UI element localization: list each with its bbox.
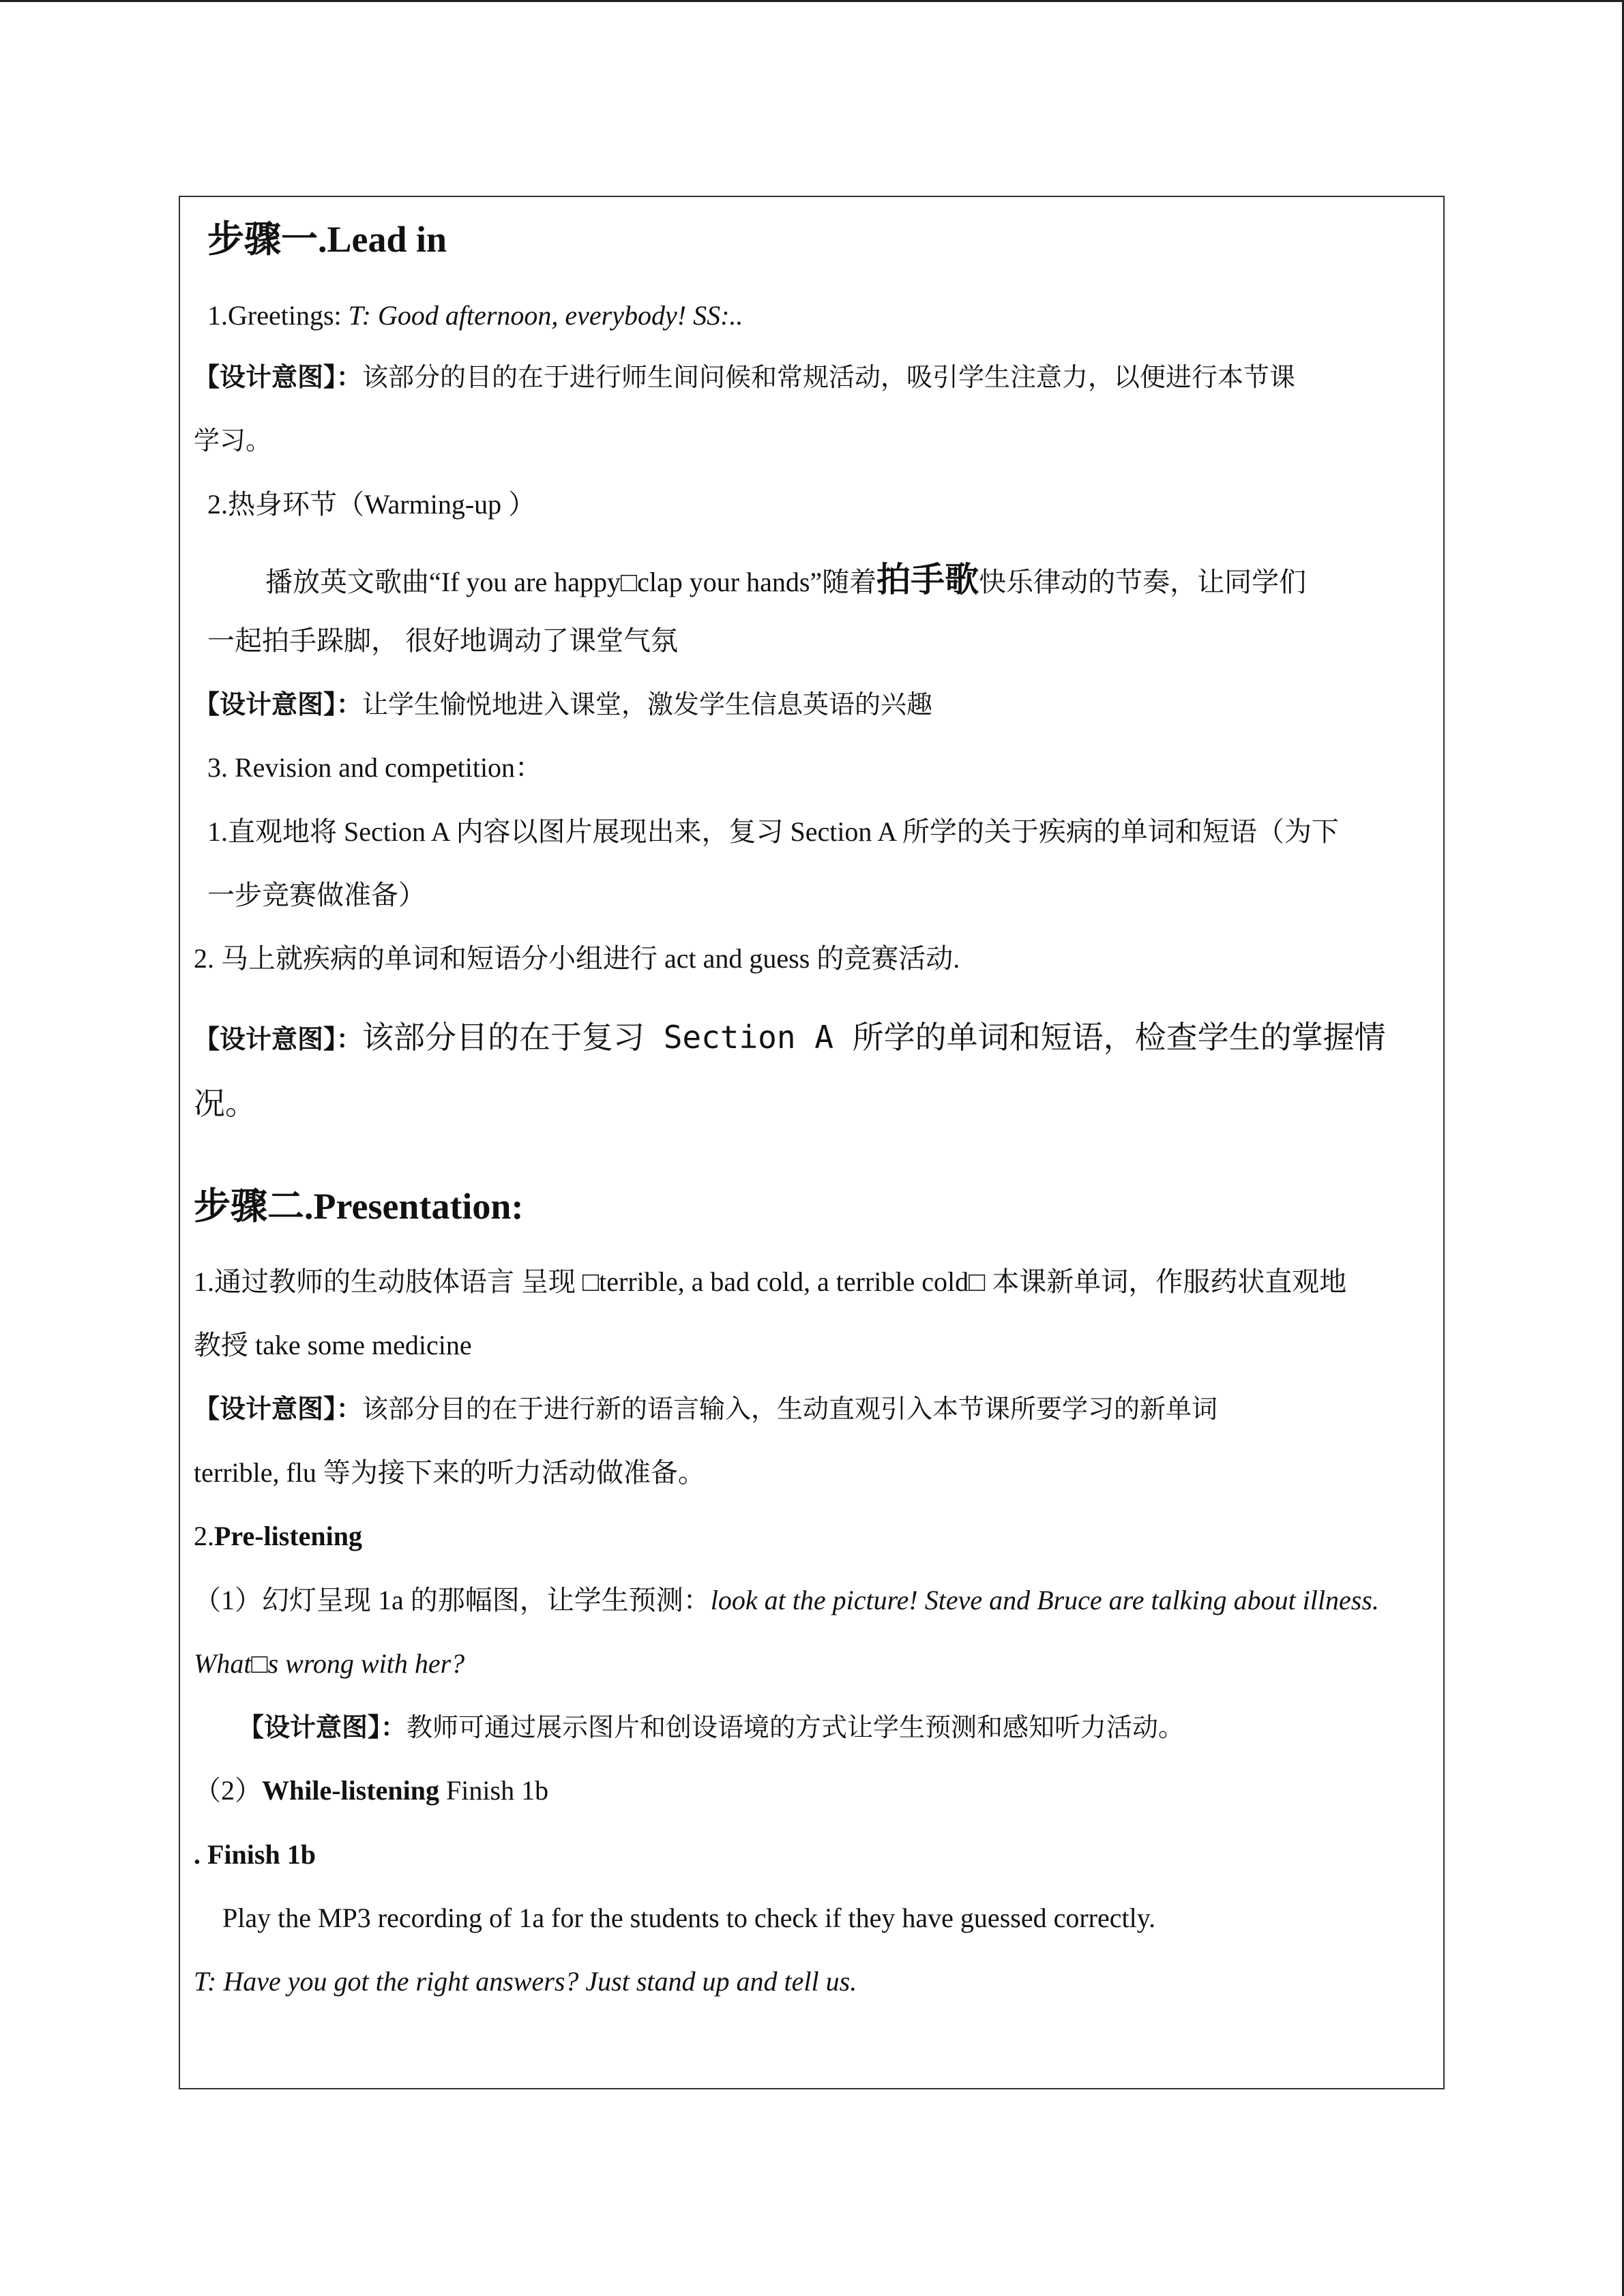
while-listening-line <box>194 1774 548 1807</box>
pre-listening-number: 2. <box>194 1521 214 1551</box>
pre-listening-prompt: look at the picture! Steve and Bruce are talking about illness. <box>710 1585 1379 1615</box>
design-intent-2 <box>194 688 932 721</box>
step2-heading-cn: 步骤二 <box>194 1184 304 1227</box>
design-intent-label: 【设计意图】： <box>194 1024 363 1054</box>
song-text-2: 快乐律动的节奏，让同学们 <box>979 567 1307 597</box>
song-line <box>265 560 1307 599</box>
step2-heading <box>194 1184 523 1228</box>
design-intent-label: 【设计意图】： <box>194 689 363 719</box>
revision-item-1-cont: 一步竞赛做准备） <box>207 880 426 910</box>
revision-item-2: 2. 马上就疾病的单词和短语分小组进行 act and guess 的竞赛活动. <box>194 943 960 974</box>
step2-heading-en: .Presentation: <box>304 1186 524 1227</box>
step1-heading <box>207 218 447 261</box>
greetings-dialogue: T: Good afternoon, everybody! SS:.. <box>348 300 743 331</box>
while-listening-label: While-listening <box>262 1775 440 1806</box>
revision-item-1: 1.直观地将 Section A 内容以图片展现出来，复习 Section A 所学的关于疾病的单词和短语（为下 <box>207 816 1339 847</box>
pre-listening-item-1 <box>194 1584 1379 1617</box>
warmup-title: 2.热身环节（Warming-up ） <box>207 489 536 520</box>
finish-1b-title: . Finish 1b <box>194 1839 316 1870</box>
design-intent-3 <box>194 1021 1386 1056</box>
design-intent-1-cont: 学习。 <box>194 426 272 456</box>
teacher-question-line: T: Have you got the right answers? Just stand up and tell us. <box>194 1966 857 1997</box>
design-intent-text: 教师可通过展示图片和创设语境的方式让学生预测和感知听力活动。 <box>407 1712 1185 1742</box>
design-intent-5 <box>238 1711 1184 1744</box>
greetings-line <box>207 299 743 332</box>
pre-listening-text: （1）幻灯呈现 1a 的那幅图，让学生预测： <box>194 1585 711 1615</box>
play-recording-line: Play the MP3 recording of 1a for the students to check if they have guessed correctly. <box>222 1903 1156 1933</box>
design-intent-text: 该部分目的在于复习 Section A 所学的单词和短语，检查学生的掌握情 <box>362 1019 1386 1056</box>
pre-listening-item-1-cont: What□s wrong with her? <box>194 1648 465 1679</box>
revision-title: 3. Revision and competition： <box>207 752 543 783</box>
greetings-label: 1.Greetings: <box>207 300 349 331</box>
design-intent-text: 让学生愉悦地进入课堂，激发学生信息英语的兴趣 <box>362 689 933 719</box>
presentation-item-1: 1.通过教师的生动肢体语言 呈现 □terrible, a bad cold, a terrible cold□ 本课新单词，作服药状直观地 <box>194 1266 1347 1297</box>
song-text-1: 播放英文歌曲“If you are happy□clap your hands”随着 <box>265 567 877 597</box>
presentation-item-1-cont: 教授 take some medicine <box>194 1330 472 1360</box>
design-intent-4 <box>194 1392 1217 1425</box>
pre-listening-label: Pre-listening <box>214 1521 363 1551</box>
while-listening-number: （2） <box>194 1775 262 1806</box>
song-line-cont: 一起拍手跺脚， 很好地调动了课堂气氛 <box>207 625 678 656</box>
design-intent-1 <box>194 361 1295 393</box>
design-intent-label: 【设计意图】： <box>194 362 363 392</box>
pre-listening-title <box>194 1520 362 1553</box>
design-intent-text: 该部分目的在于进行新的语言输入，生动直观引入本节课所要学习的新单词 <box>362 1394 1218 1424</box>
while-listening-task: Finish 1b <box>439 1775 549 1806</box>
page-top-edge <box>0 0 1624 2</box>
design-intent-3-cont: 况。 <box>194 1085 256 1122</box>
design-intent-label: 【设计意图】： <box>238 1712 407 1742</box>
lesson-plan-frame <box>179 196 1445 2089</box>
design-intent-text: 该部分的目的在于进行师生间问候和常规活动，吸引学生注意力，以便进行本节课 <box>362 362 1296 392</box>
design-intent-label: 【设计意图】： <box>194 1394 363 1424</box>
design-intent-4-cont: terrible, flu 等为接下来的听力活动做准备。 <box>194 1457 705 1488</box>
step1-heading-en: .Lead in <box>318 219 447 260</box>
step1-heading-cn: 步骤一 <box>207 218 318 260</box>
song-highlight: 拍手歌 <box>876 560 979 599</box>
